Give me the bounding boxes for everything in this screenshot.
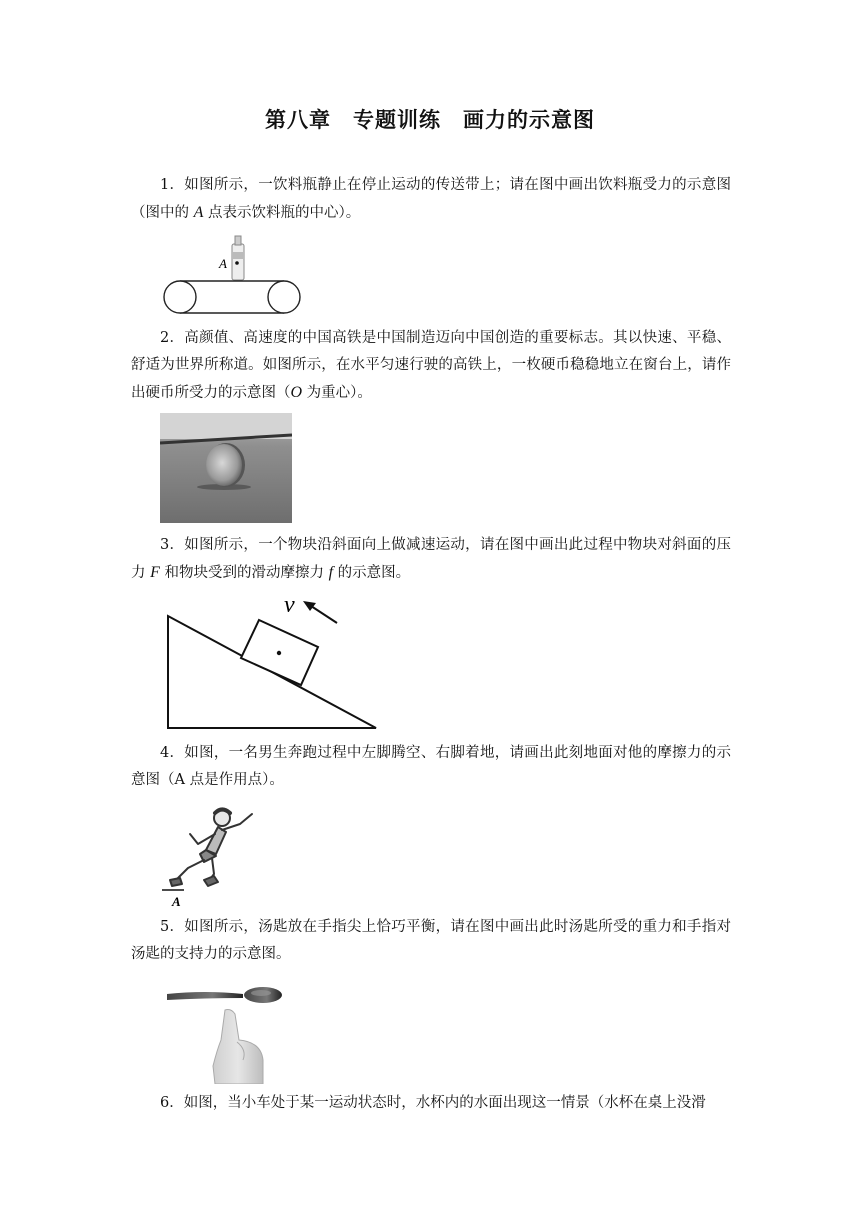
conveyor-belt-figure (160, 232, 308, 318)
coin-icon (206, 444, 242, 486)
incline-figure (160, 588, 382, 734)
spoon-icon (167, 987, 282, 1003)
variable-f-friction: f (328, 564, 334, 581)
page-title (0, 104, 860, 134)
runner-icon (170, 810, 252, 887)
question-1-text: 1．如图所示，一饮料瓶静止在停止运动的传送带上；请在图中画出饮料瓶受力的示意图（图中的 A 点表示饮料瓶的中心）。 (131, 177, 731, 221)
question-3 (131, 532, 731, 587)
question-1 (131, 172, 731, 227)
question-2-text: 2．高颜值、高速度的中国高铁是中国制造迈向中国创造的重要标志。其以快速、平稳、舒适为世界所称道。如图所示，在水平匀速行驶的高铁上，一枚硬币稳稳地立在窗台上，请作出硬币所受力的示意图（O 为重心）。 (131, 330, 731, 401)
question-6-text: 6．如图，当小车处于某一运动状态时，水杯内的水面出现这一情景（水杯在桌上没滑 (160, 1095, 706, 1111)
velocity-arrow-icon (303, 601, 337, 623)
question-4-text: 4．如图，一名男生奔跑过程中左脚腾空、右脚着地，请画出此刻地面对他的摩擦力的示意图（A 点是作用点）。 (131, 745, 731, 788)
variable-a: A (193, 204, 204, 221)
question-5 (131, 914, 731, 968)
question-2 (131, 325, 731, 407)
variable-f-force: F (150, 564, 160, 581)
figure-label-a: A (219, 256, 227, 271)
belt-icon (164, 281, 300, 313)
title-chapter: 第八章 (265, 108, 331, 132)
title-topic: 专题训练 (353, 108, 441, 132)
question-6 (131, 1090, 731, 1117)
question-3-text: 3．如图所示，一个物块沿斜面向上做减速运动，请在图中画出此过程中物块对斜面的压力 F 和物块受到的滑动摩擦力 f 的示意图。 (131, 537, 731, 581)
bottle-icon (232, 236, 244, 280)
coin-photo (160, 413, 292, 523)
question-4 (131, 740, 731, 794)
running-boy-figure (160, 804, 260, 910)
hand-icon (213, 1010, 263, 1085)
spoon-finger-photo (165, 980, 287, 1084)
figure-label-a-point: A (172, 894, 181, 909)
title-subject: 画力的示意图 (463, 108, 595, 132)
variable-o: O (290, 384, 303, 401)
question-5-text: 5．如图所示，汤匙放在手指尖上恰巧平衡，请在图中画出此时汤匙所受的重力和手指对汤匙的支持力的示意图。 (131, 919, 731, 962)
figure-label-v: v (284, 592, 295, 618)
